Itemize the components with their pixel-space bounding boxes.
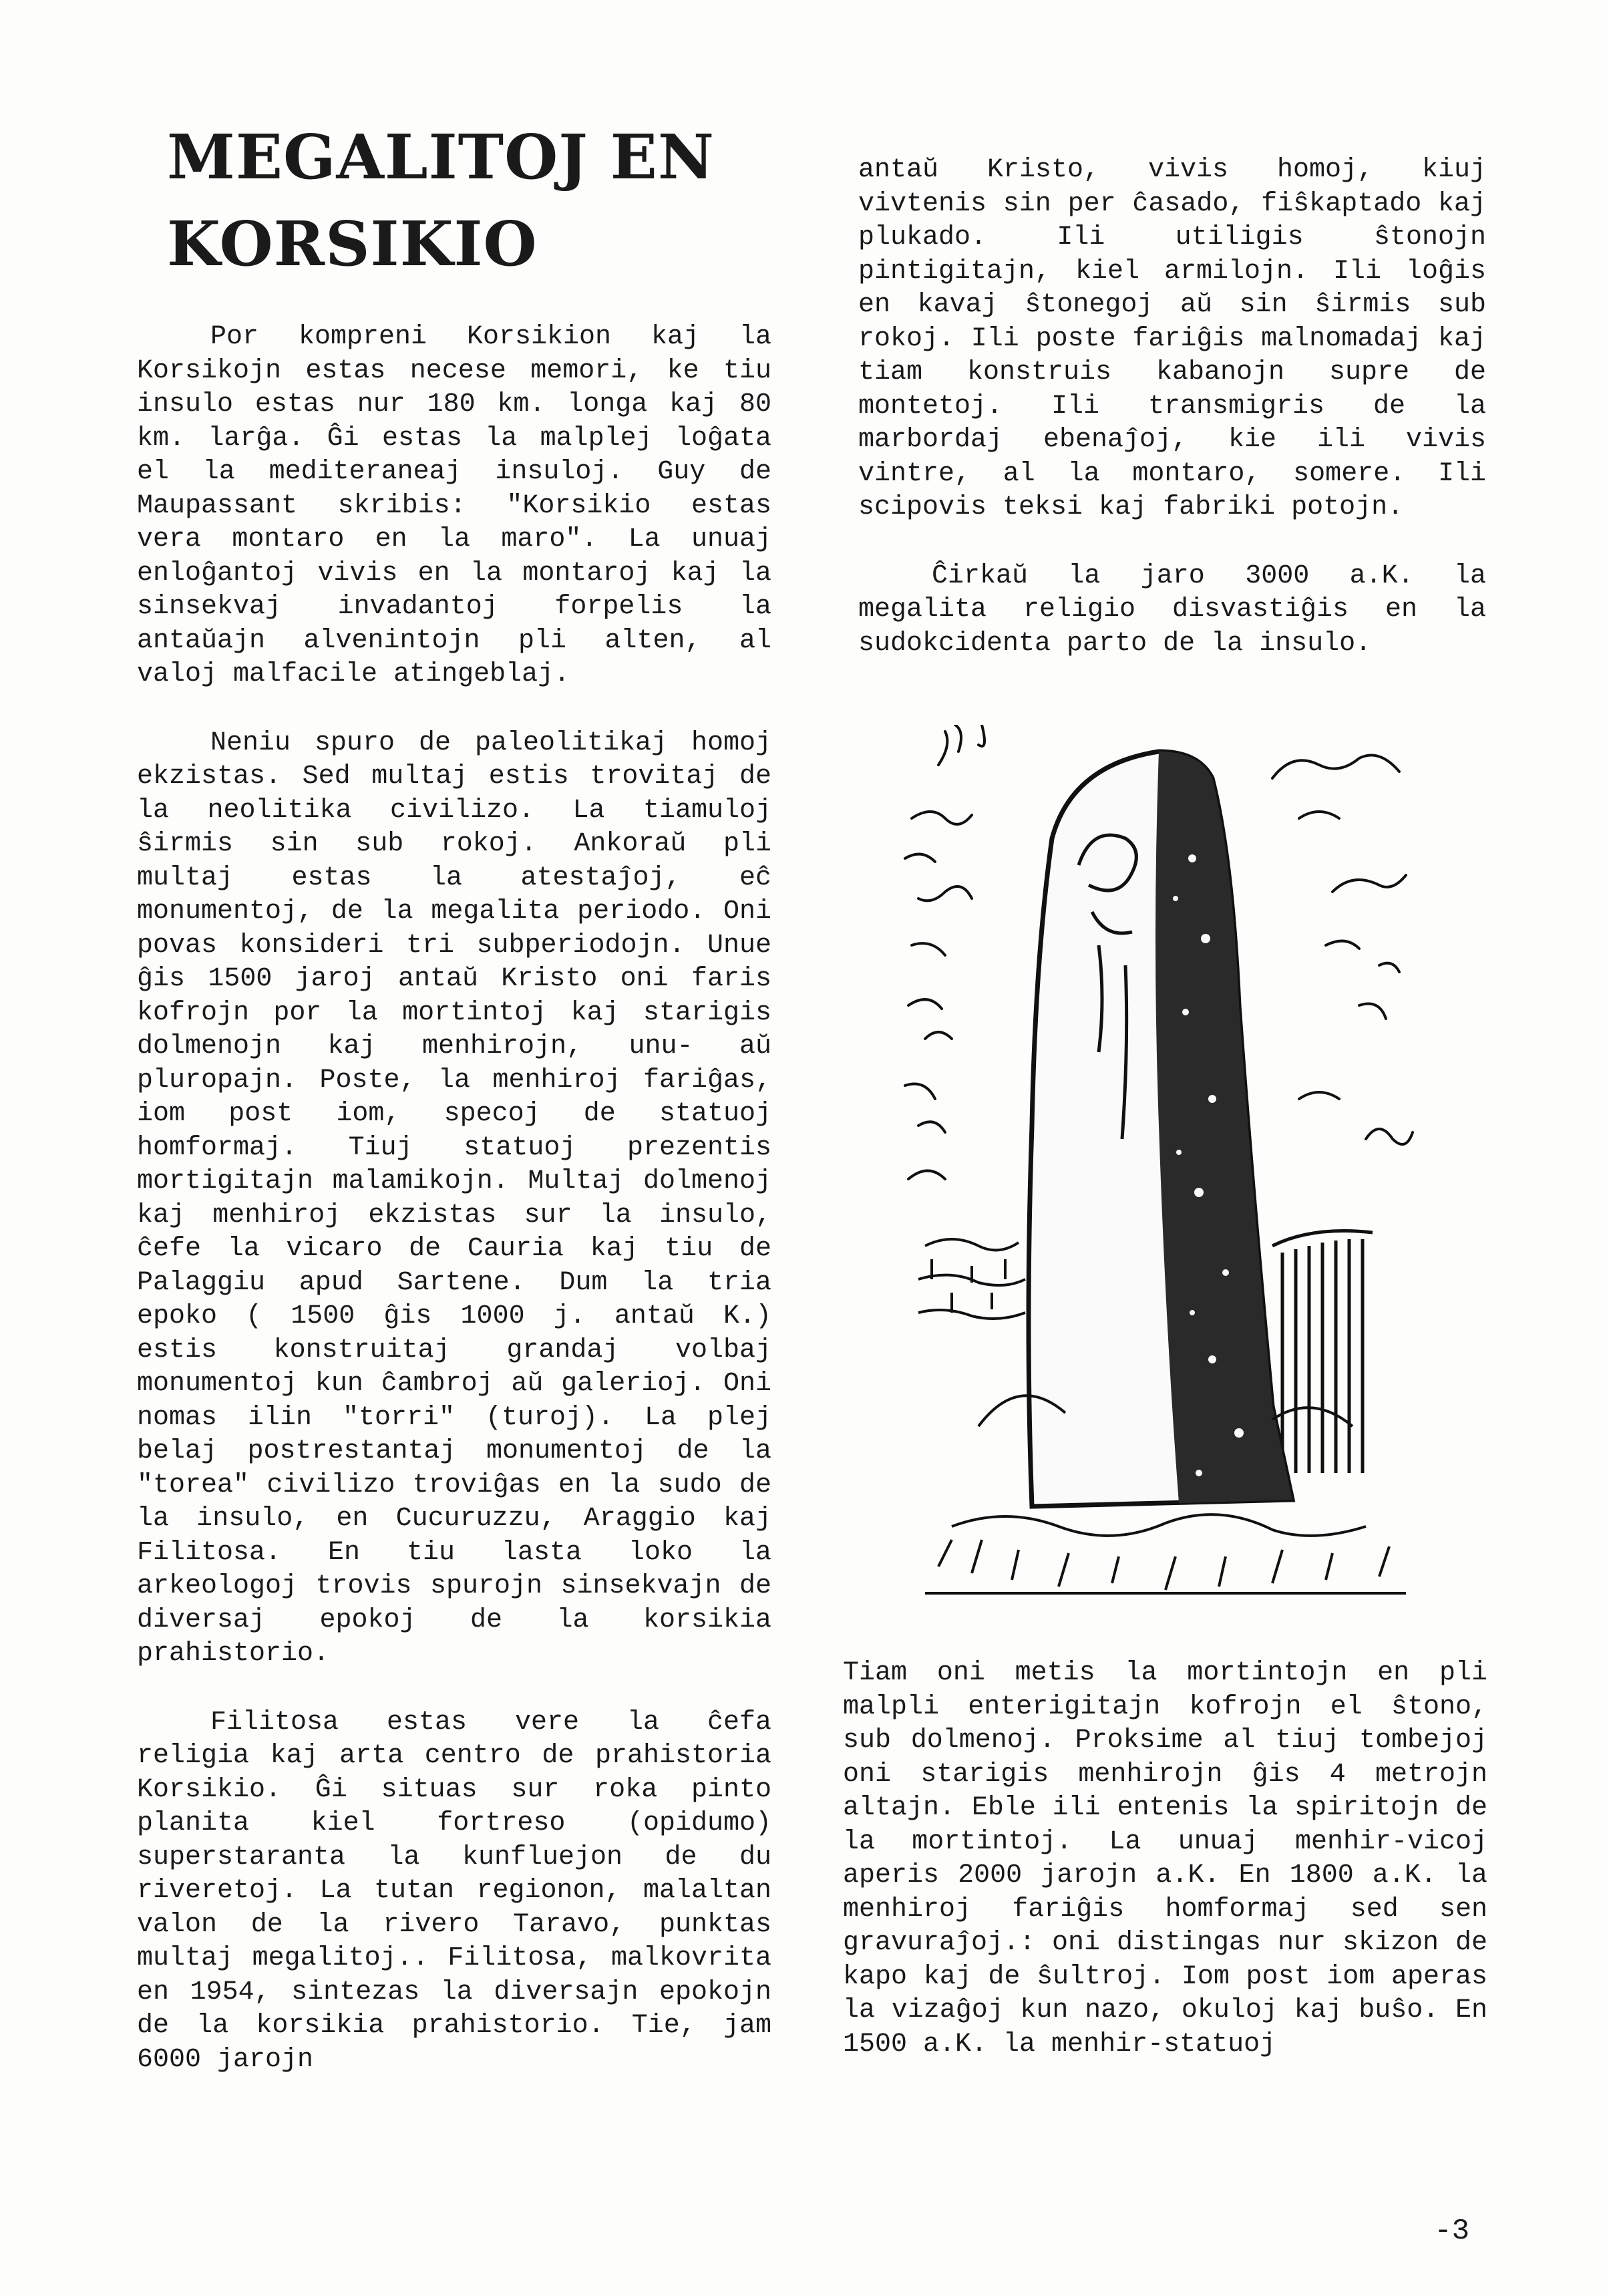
paragraph: Por kompreni Korsikion kaj la Korsikojn estas necese memori, ke tiu insulo estas nur 180 km. longa kaj 80 km. larĝa. Ĝi estas la malplej loĝata el la mediteraneaj insuloj. Guy de Maupassant skribis: "Korsikio estas vera montaro en la maro". La unuaj enloĝantoj vivis en la montaroj kaj la sinsekvaj invadantoj forpelis la antaŭajn alvenintojn pli alten, al valoj malfacile atingeblaj. xyxy=(137,322,771,689)
paragraph: Ĉirkaŭ la jaro 3000 a.K. la megalita religio disvastiĝis en la sudokcidenta parto de la insulo. xyxy=(858,560,1486,659)
left-column xyxy=(137,321,771,2112)
title-line-2: KORSIKIO xyxy=(167,208,538,280)
right-column-bottom xyxy=(843,1657,1487,2096)
paragraph: antaŭ Kristo, vivis homoj, kiuj vivtenis sin per ĉasado, fiŝkaptado kaj plukado. Ili utiligis ŝtonojn pintigitajn, kiel armilojn. Ili loĝis en kavaj ŝtonegoj aŭ sin ŝirmis sub rokoj. Ili poste fariĝis malnomadaj kaj tiam konstruis kabanojn supre de montetoj. Ili transmigris de la marbordaj ebenaĵoj, kie ili vivis vintre, al la montaro, somere. Ili scipovis teksi kaj fabriki potojn. xyxy=(858,155,1486,522)
paragraph: Tiam oni metis la mortintojn en pli malpli enterigitajn kofrojn el ŝtono, sub dolmenoj. Proksime al tiuj tombejoj oni starigis menhirojn ĝis 4 metrojn altajn. Eble ili entenis la spiritojn de la mortintoj. La unuaj menhir-vicoj aperis 2000 jarojn a.K. En 1800 a.K. la menhiroj fariĝis homformaj sed sen gravuraĵoj.: oni distingas nur skizon de kapo kaj de ŝultroj. Iom post iom aperas la vizaĝoj kun nazo, okuloj kaj buŝo. En 1500 a.K. la menhir-statuoj xyxy=(843,1658,1487,2060)
paragraph: Neniu spuro de paleolitikaj homoj ekzistas. Sed multaj estis trovitaj de la neolitika civilizo. La tiamuloj ŝirmis sin sub rokoj. Ankoraŭ pli multaj estas la atestaĵoj, eĉ monumentoj, de la megalita periodo. Oni povas konsideri tri subperiodojn. Unue ĝis 1500 jaroj antaŭ Kristo oni faris kofrojn por la mortintoj kaj starigis dolmenojn kaj menhirojn, unu- aŭ pluropajn. Poste, la menhiroj fariĝas, iom post iom, specoj de statuoj homformaj. Tiuj statuoj prezentis mortigitajn malamikojn. Multaj dolmenoj kaj menhiroj ekzistas sur la insulo, ĉefe la vicaro de Cauria kaj tiu de Palaggiu apud Sartene. Dum la tria epoko ( 1500 ĝis 1000 j. antaŭ K.) estis konstruitaj grandaj volbaj monumentoj kun ĉambroj aŭ galerioj. Oni nomas ilin "torri" (turoj). La plej belaj postrestantaj monumentoj de la "torea" civilizo troviĝas en la sudo de la insulo, en Cucuruzzu, Araggio kaj Filitosa. En tiu lasta loko la arkeologoj trovis spurojn sinsekvajn de diversaj epokoj de la korsikia prahistorio. xyxy=(137,727,771,1669)
right-column-top xyxy=(858,154,1486,695)
menhir-statue-drawing-icon xyxy=(898,725,1433,1613)
title-line-1: MEGALITOJ EN xyxy=(167,121,715,193)
article-title xyxy=(167,114,808,287)
paragraph: Filitosa estas vere la ĉefa religia kaj arta centro de prahistoria Korsikio. Ĝi situas sur roka pinto planita kiel fortreso (opidumo) superstaranta la kunfluejon de du riveretoj. La tutan regionon, malaltan valon de la rivero Taravo, punktas multaj megalitoj.. Filitosa, malkovrita en 1954, sintezas la diversajn epokojn de la korsikia prahistorio. Tie, jam 6000 jarojn xyxy=(137,1707,771,2075)
page-number: -3 xyxy=(1434,2215,1469,2248)
